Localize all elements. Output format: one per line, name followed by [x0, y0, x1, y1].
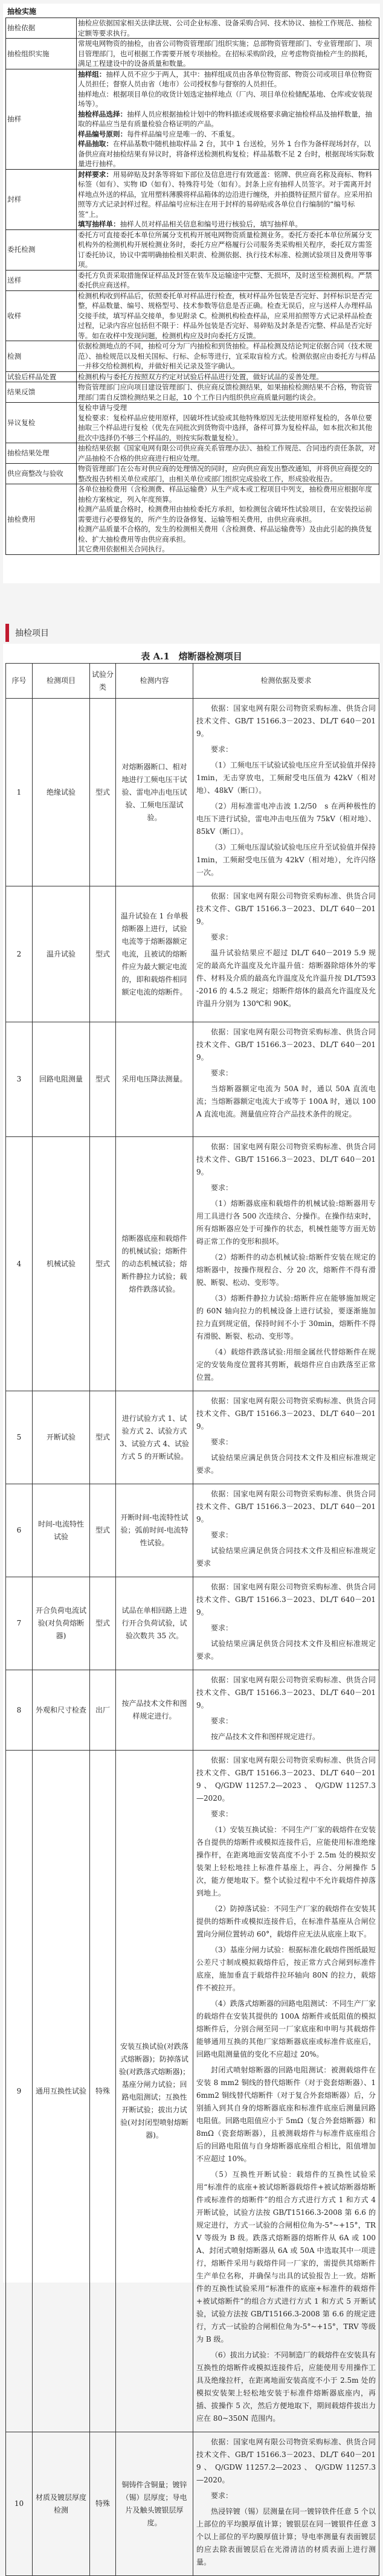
requirement-paragraph: 温升试验结果应不超过 DL/T 640－2019 5.9 规定的最高允许温度及允许温升值：熔断器除熔体外的零件、材料及介质的最高允许温度及允许温升按 DL/T593-2016 的 4.5.2 规定；熔断件熔体的最高允许温度及允许温升分别为 130℃和 90K。	[196, 949, 376, 1008]
cell-no: 4	[6, 1137, 33, 1391]
paragraph-text: 抽样地点：根据项目单位的收货计划选定抽样地点（厂内、项目单位检储配基地、仓库或安装现场等）。	[78, 89, 372, 108]
paragraph-text: 委托方可直接委托本单位所属分支机构开展电网物资质量检测业务。委托方委托本单位所属分支机构外的检测机构开展检测业务时，委托方应严格履行公司服务类采购相关程序，委托双方需签订委托协议，协议中需明确抽检相关职责、检测依据、执行技术标准、检测试验项目及费用等事项。	[78, 230, 372, 269]
cell-type: 型式	[90, 1022, 116, 1137]
content-paragraph	[78, 382, 378, 402]
content-paragraph	[78, 544, 378, 554]
col-header-requirements: 检测依据及要求	[193, 664, 379, 699]
requirement-paragraph: 要求：	[211, 1184, 233, 1192]
requirement-paragraph: 要求：	[211, 2491, 233, 2500]
table-row	[6, 371, 379, 382]
content-paragraph	[78, 109, 378, 129]
cell-requirements	[193, 1484, 379, 1577]
cell-no: 7	[6, 1577, 33, 1670]
row-content	[77, 39, 379, 69]
content-paragraph	[78, 219, 378, 229]
content-paragraph	[78, 484, 378, 504]
cell-requirements	[193, 886, 379, 1022]
table-row	[6, 1137, 379, 1391]
col-header-no: 序号	[6, 664, 33, 699]
content-paragraph	[78, 271, 378, 290]
paragraph-text: 检测产品质量合格时，检测费用由抽检委托方承担，如检测包含破坏性试验项目，在安装投运前需要进行必要修复的，所产生的设备修复、运输等相关费用，由供应商承担。	[78, 505, 372, 524]
row-content	[77, 484, 379, 555]
row-content	[77, 18, 379, 39]
paragraph-text: 各单位抽检费用（含检测费、样品运输费）从生产成本或工程项目中列支，抽检费用应根据年度抽检方案核定，列入年度预算。	[78, 485, 372, 504]
cell-content: 安装互换试验(对跌落式熔断器)；防掉落试验(对跌落式熔断器)；基座分闸力试验；回路电阻测试；互换性开断试验；拔出力试验(对封闭型喷射熔断器)。	[116, 1751, 193, 2432]
row-label: 检测	[6, 341, 77, 372]
requirement-paragraph: 要求：	[211, 1069, 233, 1077]
cell-type: 特殊	[90, 2432, 116, 2576]
requirement-paragraph: （2）熔断件的动态机械试验:熔断件安装在规定的熔断器中，按操作规程合、分 20 次，熔断件不得有滑脱、断裂、松动、变形等。	[196, 1253, 376, 1287]
cell-type: 型式	[90, 1484, 116, 1577]
table-row	[6, 464, 379, 484]
section-title-implementation: 抽检实施	[7, 7, 37, 16]
cell-content: 温升试验在 1 台单极熔断器上进行，试验电流等于熔断器额定电流，且被试的熔断件应为最大额定电流的，即和载熔件相同额定电流的熔断件。	[116, 886, 193, 1022]
cell-content: 试品在单相回路上进行开合负荷试验，试验次数共 35 次。	[116, 1577, 193, 1670]
cell-item: 温升试验	[33, 886, 90, 1022]
row-label: 供应商整改与验收	[6, 464, 77, 484]
section-heading: 抽检项目	[15, 629, 49, 638]
paragraph-text: 常规电网物资的抽检，由省公司物资管理部门组织实施；总部物资管理部门、专业管理部门、项目管理部门，也可根据工作需要开展专项抽检。在招标采购阶段，应考虑物资抽检产生的损耗，满足工程建设中的设备质量和数量。	[78, 39, 372, 68]
requirement-paragraph: （4）跌落式熔断器的回路电阻测试：不同生产厂家的载熔件在安装其提供的 100A 熔断件或低阻值的模拟熔断件后，分别合闸至同一厂家底座和申明与其载熔件能够通用互换的其他厂家熔断器底座或标准件底座后，回路电阻测量值的变化不应超过 20%。	[196, 1999, 376, 2059]
cell-no: 5	[6, 1391, 33, 1484]
requirement-paragraph: （5）互换性开断试验：载熔件的互换性试验采用“标准件的底座+被试熔断器载熔件+被试熔断器熔断件或标准件的熔断件”的组合方式进行方式 1 和方式 4 开断试验，试验方法按 GB/T15166.3-2008 第 6.6 的规定进行，方式一试验的合闸相位角为-5°~+15°，TRV 等级为 B 级。跌落式熔断器的熔断件从 6A 或 100A、封闭式喷射熔断器从 6A 或 50A 中选取其中一项进行，熔断件采用与载熔件同一厂家的，需提供其熔断件生产单位名称，并确保与出具的试验报告上一致。熔断件的互换性试验采用“标准件的底座+标准件的载熔件+被试熔断件”的组合方式进行方式 1 和方式 5 开断试验，试验方法按 GB/T15166.3-2008 第 6.6 的规定进行，方式一试验的合闸相位角为-5°~+15°，TRV 等级为 B 级。	[196, 2170, 376, 2344]
content-paragraph	[78, 230, 378, 270]
cell-item: 绝缘试验	[33, 699, 90, 886]
requirement-paragraph: 试验结果应满足供货合同技术文件及相应标准规定要求	[196, 1546, 376, 1568]
table-row	[6, 699, 379, 886]
requirement-paragraph: 当熔断器额定电流为 50A 时，通以 50A 直流电流；当熔断器额定电流大于或等于 100A 时，通以 100A 直流电流。测量值应符合产品技术条件的规定。	[196, 1085, 376, 1118]
cell-no: 10	[6, 2432, 33, 2576]
row-label: 抽检依据	[6, 18, 77, 39]
paragraph-text: 检测产品质量不合格的，发生的检测相关费用（含检测费、样品运输费等）及由此引起的换货复检、扩大抽检费用等由供应商承担。	[78, 525, 372, 543]
table-row	[6, 2432, 379, 2576]
content-paragraph	[78, 39, 378, 69]
content-paragraph	[78, 524, 378, 544]
table-row	[6, 1022, 379, 1137]
paragraph-text: 检测机构收到样品后，依照委托单对样品进行检查，核对样品外包装是否完好、封样标识是否完整，样品数量、编号、规格型号、技术参数等信息是否正确。检查无误后，应与送样人办理样品交接手续，填写样品交接单，参见附录 C。检测机构检查样品，应采用拍照等方式记录样品检查过程，记录内容应包括但不限于：样品外包装是否完好、易碎贴及封条是否完整、样品是否完好等。如在收样中发现问题，检测机构应及时向委托方反馈。	[78, 291, 373, 340]
paragraph-text: 检测机构与委托方按照双方约定对试验后样品进行处置，做好试品的妥善处理。	[78, 372, 323, 381]
requirement-paragraph: 按产品技术文件和图样规定进行。	[211, 1732, 320, 1741]
row-content	[77, 229, 379, 270]
content-paragraph	[78, 413, 378, 443]
cell-type: 型式	[90, 1577, 116, 1670]
table-row	[6, 1391, 379, 1484]
table-row	[6, 270, 379, 290]
row-label: 封样	[6, 169, 77, 229]
row-content	[77, 443, 379, 464]
cell-type: 型式	[90, 886, 116, 1022]
requirement-paragraph: （1）工频电压干试验试验电压应升至试验值并保持 1min，无击穿放电，工频耐受电压值为 42kV（相对地）、48kV（断口）。	[196, 761, 376, 795]
implementation-table	[5, 18, 379, 555]
cell-no: 2	[6, 886, 33, 1022]
cell-content: 铜铸件含铜量；镀锌（锡）层厚度；导电片及触头镀银层厚度。	[116, 2432, 193, 2576]
paragraph-text: 物资管理部门应向项目建设管理部门、供应商反馈检测结果，如果抽检检测结果不合格，物资管理部门需自反馈检测结果之日起，10 个工作日内组织供应商质量问题约谈会。	[78, 383, 372, 402]
row-label: 试验后样品处置	[6, 371, 77, 382]
content-paragraph	[78, 341, 378, 371]
col-header-item: 检测项目	[33, 664, 90, 699]
requirement-paragraph: 要求：	[211, 933, 233, 941]
requirement-paragraph: 依据：国家电网有限公司物资采购标准、供货合同技术文件、GB/T 15166.3－2023、DL/T 640－2019。	[196, 1490, 376, 1523]
requirement-paragraph: （4）载熔件跌落试验:用细金属丝代替熔断件在规定的安装角度位置将其剪断，载熔件应自由跌落至正常位置。	[196, 1348, 376, 1382]
cell-item: 时间-电流特性试验	[33, 1484, 90, 1577]
cell-item: 外观和尺寸检查	[33, 1670, 90, 1751]
row-content	[77, 403, 379, 443]
table-row	[6, 443, 379, 464]
cell-item: 开断试验	[33, 1391, 90, 1484]
cell-content: 对熔断器断口、相对地进行工频电压干试验、雷电冲击电压试验、工频电压湿试验。	[116, 699, 193, 886]
cell-type: 型式	[90, 699, 116, 886]
row-label: 收样	[6, 290, 77, 341]
table-row	[6, 290, 379, 341]
cell-type: 型式	[90, 1391, 116, 1484]
requirement-paragraph: 试验结果应满足供货合同技术文件及相应标准规定要求。	[196, 1639, 376, 1661]
requirement-paragraph: 要求：	[211, 1624, 233, 1632]
row-content	[77, 290, 379, 341]
requirement-paragraph: 依据：国家电网有限公司物资采购标准、供货合同技术文件、GB/T 15166.3－2023、DL/T 640－2019 、 Q/GDW 11257.2—2023 、 Q/GDW 11257.3—2020。	[196, 1756, 376, 1802]
paragraph-text: 在样品基数中随机抽取样品 2 台，其中 1 台送检，另外 1 台作为备样现场封存，以备供应商对抽检结果有异议时，将备样送检测机构复检；样品基数不足 2 台时，根据现场实际数量进行抽样。	[78, 139, 375, 168]
content-paragraph	[78, 139, 378, 169]
requirement-paragraph: 封闭式喷射熔断器的回路电阻测试：被测载熔件在安装 8 mm2 铜线的替代熔断件（对于瓷套熔断器）、16mm2 铜线替代熔断件（对于复合外套熔断器）后，分别插入到其自身的熔断器底座和标准件底座后测量回路电阻值。回路电阻值应小于 5mΩ（复合外套熔断器）和 8mΩ（瓷套熔断器），且被测载熔件与标准件底座组合后的回路电阻值与自身熔断器底座组合相比，阻值增加不应超过 10%。	[196, 2066, 376, 2163]
content-paragraph	[78, 291, 378, 341]
table-row	[6, 169, 379, 229]
cell-content: 按产品技术文件和图样规定进行。	[116, 1670, 193, 1751]
paragraph-text: 抽检结果依据《国家电网有限公司供应商关系管理办法》、抽检工作规范、合同违约责任条款，对产品抽检不合格的供应商进行相应处理。	[78, 444, 376, 463]
cell-content: 采用电压降法测量。	[116, 1022, 193, 1137]
cell-requirements	[193, 699, 379, 886]
paragraph-text: 抽样人员对样品相关信息和编号进行核验后，填写抽样单。	[120, 220, 303, 228]
content-paragraph	[78, 18, 378, 38]
row-label: 抽检费用	[6, 484, 77, 555]
cell-no: 3	[6, 1022, 33, 1137]
requirement-paragraph: 要求：	[211, 1810, 233, 1818]
cell-requirements	[193, 1751, 379, 2432]
cell-type: 出厂	[90, 1670, 116, 1751]
paragraph-text: 每件样品编号应是唯一的、不重复。	[127, 129, 239, 138]
row-content	[77, 270, 379, 290]
cell-type: 特殊	[90, 1751, 116, 2432]
fuse-inspection-table	[5, 663, 379, 2576]
cell-requirements	[193, 1137, 379, 1391]
requirement-paragraph: 依据：国家电网有限公司物资采购标准、供货合同技术文件、GB/T 15166.3－2023、DL/T 640－2019。	[196, 1142, 376, 1176]
cell-requirements	[193, 2432, 379, 2576]
paragraph-text: 复检申请与受理	[78, 403, 127, 412]
requirement-paragraph: 依据：国家电网有限公司物资采购标准、供货合同技术文件、GB/T 15166.3－2023、DL/T 640－2019。	[196, 704, 376, 738]
cell-item: 机械试验	[33, 1137, 90, 1391]
content-paragraph	[78, 372, 378, 382]
paragraph-lead: 抽样组：	[78, 69, 106, 78]
content-paragraph	[78, 69, 378, 89]
cell-type: 型式	[90, 1137, 116, 1391]
requirement-paragraph: （1）熔断器底座和载熔件的机械试验:熔断器用专用工具进行各 500 次连续合、分操作。在操作结束时，所有熔断器应处于可操作的状态，机械性能等方面无妨碍正常工作的变形和损坏。	[196, 1199, 376, 1246]
paragraph-lead: 抽检样品选择：	[78, 109, 127, 118]
requirement-paragraph: 依据：国家电网有限公司物资采购标准、供货合同技术文件、GB/T 15166.3－2023、DL/T 640－2019。	[196, 892, 376, 926]
requirement-paragraph: 要求：	[211, 1717, 233, 1725]
cell-requirements	[193, 1391, 379, 1484]
cell-no: 8	[6, 1670, 33, 1751]
paragraph-lead: 封样要求：	[78, 170, 113, 179]
row-label: 抽检结果处理	[6, 443, 77, 464]
table-row	[6, 229, 379, 270]
cell-item: 开合负荷电流试验(对负荷熔断器)	[33, 1577, 90, 1670]
requirement-paragraph: 要求：	[211, 1531, 233, 1539]
row-label: 结果反馈	[6, 382, 77, 403]
col-header-content: 检测内容	[116, 664, 193, 699]
col-header-type: 试验分类	[90, 664, 116, 699]
row-content	[77, 464, 379, 484]
table-row	[6, 403, 379, 443]
table-row	[6, 341, 379, 372]
accent-bar	[5, 624, 9, 642]
table-row	[6, 1751, 379, 2432]
table-title: 表 A.1 熔断器检测项目	[141, 651, 242, 662]
paragraph-text: 物资管理部门在公布对供应商的处理情况的同时，应向供应商发出整改通知，并将供应商提交的整改报告转相关单位或部门，由相关单位或部门组织完成验收工作，形成验收报告。	[78, 464, 372, 483]
requirement-paragraph: （3）工频电压湿试验试验电压应升至试验值并保持 1min，工频耐受电压值为 42kV（相对地），允许闪络一次。	[196, 843, 376, 877]
content-paragraph	[78, 403, 378, 413]
row-label: 异议复检	[6, 403, 77, 443]
content-paragraph	[78, 504, 378, 524]
row-label: 送样	[6, 270, 77, 290]
requirement-paragraph: （1）安装互换试验：不同生产厂家的载熔件在安装各自提供的熔断件或模拟连接件后，应能使用标准绝缘操作杆，在距离地面安装高度不小于 2.5m 处的模拟安装架上轻松地挂上标准件基座上，再合、分闸操作 5 次，能方便地取下。整个试验过程中不允许载熔件掉落到地上。	[196, 1825, 376, 1897]
requirement-paragraph: 要求：	[211, 745, 233, 754]
row-content	[77, 341, 379, 372]
cell-no: 9	[6, 1751, 33, 2432]
requirement-paragraph: 依据：国家电网有限公司物资采购标准、供货合同技术文件、GB/T 15166.3－2023、DL/T 640－2019。	[196, 1397, 376, 1431]
paragraph-text: 抽样人员应根据抽检计划中的物料描述或规格要求确定抽检样品及抽样数量，抽取的样品应当是有质量检验合格证明的产品。	[78, 109, 372, 128]
table-row	[6, 484, 379, 555]
table-row	[6, 1670, 379, 1751]
table-header-row	[6, 664, 379, 699]
paragraph-text: 抽样人员不应少于两人，其中：抽样组成员由各单位物资部、物资公司或项目单位物资人员担任；督察人员由省（地市）公司授权参与督察的人员担任。	[78, 69, 372, 88]
cell-item: 材质及镀层厚度检测	[33, 2432, 90, 2576]
table-row	[6, 39, 379, 69]
cell-requirements	[193, 1022, 379, 1137]
paragraph-text: 委托方负责采取措施保证样品及封签在装车及运输途中完整、无损坏，及时送至检测机构。严禁委托供应商送样。	[78, 271, 372, 289]
requirement-paragraph: （6）拔出力试验：不同制造厂的载熔件在安装具有互换性的熔断件或模拟连接件后，应能使用专用操作工具及绝缘拉杆，在距离地面安装高度不小于 2.5m 处的模拟安装架上轻松地安装于标准件熔断器底座内，再插、拔操作 5 次，然后方便地取下，期间载熔件拔出力应在 80~350N 范围内。	[196, 2351, 376, 2423]
requirement-paragraph: （3）基座分闸力试验：根据标准化载熔件图纸最短公差尺寸制成模拟载熔件后，按正常方式合闸到标准件底座，施加垂直于载熔件拉环轴向 80N 的拉力，载熔件不被拉开。	[196, 1946, 376, 1992]
row-content	[77, 371, 379, 382]
table-row	[6, 1577, 379, 1670]
requirement-paragraph: 依据：国家电网有限公司物资采购标准、供货合同技术文件、GB/T 15166.3－2023、DL/T 640－2019。	[196, 1028, 376, 1062]
table-row	[6, 18, 379, 39]
cell-requirements	[193, 1577, 379, 1670]
cell-requirements	[193, 1670, 379, 1751]
row-label: 委托检测	[6, 229, 77, 270]
requirement-paragraph: 试验结果应满足供货合同技术文件及相应标准规定要求。	[196, 1453, 376, 1475]
row-content	[77, 382, 379, 403]
requirement-paragraph: 依据：国家电网有限公司物资采购标准、供货合同技术文件、GB/T 15166.3－2023、DL/T 640－2019。	[196, 1676, 376, 1709]
cell-content: 开断时间-电流特性试验；弧前时间-电流特性试验。	[116, 1484, 193, 1577]
paragraph-text: 用易碎贴及封条等将如下部位及信息进行有效遮盖：铭牌、供应商名称及商标、物料标签（如有）、实物 ID（如有）、特殊符号处（如有）。封条上应有抽样人员签字。对于需离开封样地点外送的样品，宜用塑料薄膜将样品箱体的边沿进行缠绕，并拍摄特征照片留存。应采用拍照等方式记录封样过程。样品编号应标注在用于封样的易碎贴或各单位自行编制的“编号标签”上。	[78, 170, 372, 219]
requirement-paragraph: 依据：国家电网有限公司物资采购标准、供货合同技术文件、GB/T 15166.3－2023、DL/T 640－2019。	[196, 1583, 376, 1616]
row-label: 抽样	[6, 69, 77, 169]
content-paragraph	[78, 443, 378, 463]
paragraph-lead: 样品抽取：	[78, 139, 113, 148]
requirement-paragraph: 要求：	[211, 1438, 233, 1446]
table-row	[6, 382, 379, 403]
cell-item: 回路电阻测量	[33, 1022, 90, 1137]
cell-no: 1	[6, 699, 33, 886]
cell-content: 熔断器底座和载熔件的机械试验；熔断件的动态机械试验；熔断件静拉力试验；载熔件跌落试验。	[116, 1137, 193, 1391]
paragraph-text: 复检要求：复检样品应使用原样，因破坏性试验或其他特殊原因无法使用原样复检的，各单位要抽取三个样品进行复检（优先在同批次到货物资中选择，备样可算为复检样品，如本批次和其他批次中选择仍不够三个样品的，则按实际数量复检）。	[78, 413, 372, 442]
paragraph-text: 依据检测地点的不同，抽检可分为厂内抽检和到货抽检。样品检测及结论判定依据合同（技术规范）、抽检规范以及相关国标、行标、企标等进行，宜采取盲检方式。检测依据应由委托方与样品一并移交给检测机构，并做好相关记录及签字确认。	[78, 342, 376, 370]
paragraph-lead: 填写抽样单：	[78, 220, 120, 228]
row-label: 抽检组织实施	[6, 39, 77, 69]
content-paragraph	[78, 464, 378, 484]
table-row	[6, 886, 379, 1022]
requirement-paragraph: （2）用标准雷电冲击波 1.2/50 s 在两种极性的电压下进行试验，雷电冲击电压值为 75kV（相对地）、85kV（断口）。	[196, 802, 376, 836]
cell-no: 6	[6, 1484, 33, 1577]
content-paragraph	[78, 129, 378, 139]
paragraph-lead: 样品编号原则：	[78, 129, 127, 138]
row-content	[77, 69, 379, 169]
cell-item: 通用互换性试验	[33, 1751, 90, 2432]
cell-content: 进行试验方式 1、试验方式 2、试验方式 3、试验方式 4、试验方式 5 的开断试验。	[116, 1391, 193, 1484]
table-row	[6, 69, 379, 169]
content-paragraph	[78, 89, 378, 109]
requirement-paragraph: 热浸锌镀（锡）层测量在同一镀锌铁件任意 5 个以上部位的平均膜厚值计算；镀银层在同一镀银件任意 3 个以上部位的平均膜厚值计算；导电率测量有表面镀层的应去除表面镀层后在光滑清洁的材质表面上进行测量。	[196, 2507, 376, 2566]
row-content	[77, 169, 379, 229]
table-row	[6, 1484, 379, 1577]
requirement-paragraph: 依据：国家电网有限公司物资采购标准、供货合同技术文件、GB/T 15166.3－2023、DL/T 640－2019 、 Q/GDW 11257.2—2023 、 Q/GDW 11257.3—2020。	[196, 2438, 376, 2484]
requirement-paragraph: （2）防掉落试验：不同生产厂家的载熔件在安装其提供的熔断件或模拟连接件后，在标准件基座从合闸位置向分闸位置转动 60°，载熔件应无法从底座上取下。	[196, 1905, 376, 1938]
paragraph-text: 抽检应依据国家相关法律法规、公司企业标准、设备采购合同、技术协议、抽检工作规范、抽检定额等要求执行。	[78, 19, 372, 37]
content-paragraph	[78, 170, 378, 220]
paragraph-text: 其它费用依据相关合同执行。	[78, 545, 169, 553]
requirement-paragraph: （3）熔断件静拉力试验:熔断件应在能够施加规定的 60N 轴向拉力的机械设备上进行试验，要逐渐施加拉力直到规定值，保持时间不小于 30min，熔断件不得有滑脱、断裂、松动、变形等。	[196, 1294, 376, 1341]
